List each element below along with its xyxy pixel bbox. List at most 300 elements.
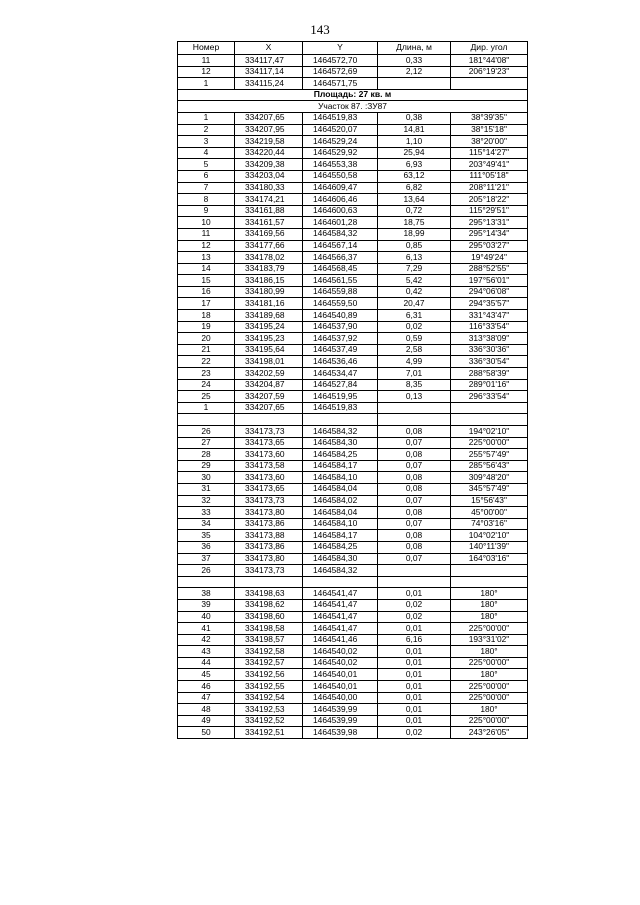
cell-number: 13 — [178, 252, 235, 264]
cell-direction-angle: 288°52'55" — [451, 263, 528, 275]
cell-number: 32 — [178, 495, 235, 507]
cell-y: 1464584,17 — [303, 460, 378, 472]
cell-length: 0,01 — [378, 681, 451, 693]
cell-length: 0,85 — [378, 240, 451, 252]
cell-number: 1 — [178, 402, 235, 414]
cell-x: 334173,80 — [235, 507, 303, 519]
table-row — [178, 368, 528, 380]
cell-direction-angle: 295°03'27" — [451, 240, 528, 252]
cell-number: 15 — [178, 275, 235, 287]
cell-direction-angle: 295°13'31" — [451, 217, 528, 229]
cell-number: 26 — [178, 565, 235, 577]
cell-x: 334173,88 — [235, 530, 303, 542]
cell-y: 1464537,92 — [303, 333, 378, 345]
cell-number: 46 — [178, 681, 235, 693]
table-row — [178, 727, 528, 739]
cell-x: 334192,51 — [235, 727, 303, 739]
cell-x: 334192,54 — [235, 692, 303, 704]
cell-y: 1464541,47 — [303, 599, 378, 611]
cell-number: 41 — [178, 623, 235, 635]
table-row — [178, 588, 528, 600]
cell-x: 334173,86 — [235, 518, 303, 530]
cell-x: 334173,60 — [235, 472, 303, 484]
cell-length: 6,16 — [378, 634, 451, 646]
cell-direction-angle: 225°00'00" — [451, 437, 528, 449]
cell-y: 1464567,14 — [303, 240, 378, 252]
cell-direction-angle — [451, 565, 528, 577]
cell-number: 37 — [178, 553, 235, 565]
cell-y: 1464529,92 — [303, 147, 378, 159]
header-x: X — [235, 42, 303, 55]
cell-x: 334207,65 — [235, 112, 303, 124]
cell-number: 21 — [178, 344, 235, 356]
cell-y: 1464572,70 — [303, 55, 378, 67]
empty-cell — [235, 414, 303, 426]
cell-y: 1464541,47 — [303, 611, 378, 623]
cell-number: 47 — [178, 692, 235, 704]
cell-length — [378, 78, 451, 90]
table-row — [178, 194, 528, 206]
empty-cell — [451, 576, 528, 588]
cell-x: 334202,59 — [235, 368, 303, 380]
cell-y: 1464519,83 — [303, 402, 378, 414]
table-row — [178, 692, 528, 704]
cell-length: 0,02 — [378, 727, 451, 739]
cell-x: 334198,58 — [235, 623, 303, 635]
cell-y: 1464540,01 — [303, 681, 378, 693]
cell-y: 1464584,32 — [303, 228, 378, 240]
table-row — [178, 611, 528, 623]
cell-x: 334173,80 — [235, 553, 303, 565]
cell-length: 0,02 — [378, 611, 451, 623]
cell-direction-angle: 111°05'18" — [451, 170, 528, 182]
cell-direction-angle: 255°57'49" — [451, 449, 528, 461]
cell-direction-angle: 243°26'05" — [451, 727, 528, 739]
cell-x: 334203,04 — [235, 170, 303, 182]
table-row — [178, 333, 528, 345]
cell-direction-angle — [451, 402, 528, 414]
cell-y: 1464540,01 — [303, 669, 378, 681]
cell-x: 334198,01 — [235, 356, 303, 368]
cell-y: 1464572,69 — [303, 66, 378, 78]
cell-number: 23 — [178, 368, 235, 380]
cell-y: 1464540,02 — [303, 646, 378, 658]
cell-direction-angle: 164°03'16" — [451, 553, 528, 565]
cell-length: 5,42 — [378, 275, 451, 287]
table-row — [178, 623, 528, 635]
cell-number: 7 — [178, 182, 235, 194]
cell-number: 12 — [178, 66, 235, 78]
cell-number: 42 — [178, 634, 235, 646]
table-row — [178, 472, 528, 484]
cell-length: 1,10 — [378, 136, 451, 148]
cell-direction-angle: 203°49'41" — [451, 159, 528, 171]
cell-y: 1464553,38 — [303, 159, 378, 171]
area-label: Площадь: 27 кв. м — [178, 89, 528, 101]
cell-y: 1464537,49 — [303, 344, 378, 356]
cell-number: 28 — [178, 449, 235, 461]
cell-direction-angle: 205°18'22" — [451, 194, 528, 206]
cell-direction-angle: 15°56'43" — [451, 495, 528, 507]
cell-length: 0,01 — [378, 692, 451, 704]
separator-row — [178, 414, 528, 426]
cell-x: 334161,57 — [235, 217, 303, 229]
cell-x: 334192,55 — [235, 681, 303, 693]
cell-direction-angle: 180° — [451, 588, 528, 600]
cell-length: 63,12 — [378, 170, 451, 182]
cell-number: 17 — [178, 298, 235, 310]
table-row — [178, 205, 528, 217]
cell-direction-angle: 180° — [451, 611, 528, 623]
table-row — [178, 379, 528, 391]
cell-number: 35 — [178, 530, 235, 542]
cell-y: 1464606,46 — [303, 194, 378, 206]
cell-direction-angle: 74°03'16" — [451, 518, 528, 530]
cell-number: 4 — [178, 147, 235, 159]
cell-x: 334198,62 — [235, 599, 303, 611]
cell-number: 22 — [178, 356, 235, 368]
table-row — [178, 634, 528, 646]
cell-length: 0,01 — [378, 657, 451, 669]
cell-number: 43 — [178, 646, 235, 658]
cell-length: 0,01 — [378, 588, 451, 600]
cell-number: 18 — [178, 310, 235, 322]
cell-y: 1464584,30 — [303, 437, 378, 449]
cell-direction-angle: 19°49'24" — [451, 252, 528, 264]
table-row — [178, 298, 528, 310]
cell-x: 334220,44 — [235, 147, 303, 159]
cell-length: 0,72 — [378, 205, 451, 217]
empty-cell — [235, 576, 303, 588]
table-body — [178, 55, 528, 739]
cell-y: 1464550,58 — [303, 170, 378, 182]
cell-y: 1464536,46 — [303, 356, 378, 368]
cell-length: 0,08 — [378, 541, 451, 553]
table-header-row — [178, 42, 528, 55]
cell-number: 6 — [178, 170, 235, 182]
cell-number: 1 — [178, 78, 235, 90]
cell-x: 334192,57 — [235, 657, 303, 669]
cell-length: 8,35 — [378, 379, 451, 391]
cell-length: 0,02 — [378, 321, 451, 333]
cell-number: 2 — [178, 124, 235, 136]
table-row — [178, 66, 528, 78]
cell-x: 334173,58 — [235, 460, 303, 472]
cell-y: 1464568,45 — [303, 263, 378, 275]
cell-number: 16 — [178, 286, 235, 298]
cell-number: 34 — [178, 518, 235, 530]
cell-length — [378, 565, 451, 577]
cell-length: 0,07 — [378, 495, 451, 507]
table-row — [178, 136, 528, 148]
cell-length: 18,75 — [378, 217, 451, 229]
cell-y: 1464571,75 — [303, 78, 378, 90]
cell-number: 27 — [178, 437, 235, 449]
table-row — [178, 356, 528, 368]
cell-y: 1464584,25 — [303, 449, 378, 461]
cell-direction-angle: 140°11'39" — [451, 541, 528, 553]
cell-y: 1464584,10 — [303, 518, 378, 530]
table-row — [178, 449, 528, 461]
cell-y: 1464584,02 — [303, 495, 378, 507]
cell-y: 1464559,50 — [303, 298, 378, 310]
cell-direction-angle: 194°02'10" — [451, 426, 528, 438]
cell-direction-angle: 225°00'00" — [451, 657, 528, 669]
cell-length: 0,59 — [378, 333, 451, 345]
cell-direction-angle: 193°31'02" — [451, 634, 528, 646]
cell-x: 334178,02 — [235, 252, 303, 264]
empty-cell — [451, 414, 528, 426]
cell-direction-angle: 225°00'00" — [451, 692, 528, 704]
cell-y: 1464539,98 — [303, 727, 378, 739]
cell-y: 1464539,99 — [303, 715, 378, 727]
cell-y: 1464520,07 — [303, 124, 378, 136]
table-row — [178, 541, 528, 553]
table-row — [178, 518, 528, 530]
table-row — [178, 483, 528, 495]
table-row — [178, 704, 528, 716]
cell-direction-angle: 38°15'18" — [451, 124, 528, 136]
cell-direction-angle: 331°43'47" — [451, 310, 528, 322]
cell-number: 48 — [178, 704, 235, 716]
cell-x: 334183,79 — [235, 263, 303, 275]
cell-number: 38 — [178, 588, 235, 600]
cell-direction-angle: 294°06'08" — [451, 286, 528, 298]
cell-length: 0,01 — [378, 646, 451, 658]
table-row — [178, 310, 528, 322]
table-row — [178, 681, 528, 693]
cell-y: 1464584,04 — [303, 507, 378, 519]
cell-number: 31 — [178, 483, 235, 495]
cell-number: 39 — [178, 599, 235, 611]
empty-cell — [178, 414, 235, 426]
table-row — [178, 715, 528, 727]
cell-direction-angle: 197°56'01" — [451, 275, 528, 287]
cell-y: 1464584,32 — [303, 565, 378, 577]
cell-y: 1464519,95 — [303, 391, 378, 403]
table-row — [178, 252, 528, 264]
cell-length: 0,08 — [378, 507, 451, 519]
cell-number: 11 — [178, 228, 235, 240]
cell-direction-angle: 295°14'34" — [451, 228, 528, 240]
cell-direction-angle: 336°30'54" — [451, 356, 528, 368]
cell-y: 1464584,17 — [303, 530, 378, 542]
cell-length: 0,08 — [378, 449, 451, 461]
cell-x: 334192,53 — [235, 704, 303, 716]
cell-direction-angle: 206°19'23" — [451, 66, 528, 78]
cell-direction-angle: 181°44'08" — [451, 55, 528, 67]
table-row — [178, 402, 528, 414]
cell-x: 334161,88 — [235, 205, 303, 217]
cell-number: 5 — [178, 159, 235, 171]
cell-length: 0,01 — [378, 669, 451, 681]
cell-length: 0,13 — [378, 391, 451, 403]
cell-length: 0,33 — [378, 55, 451, 67]
cell-y: 1464584,04 — [303, 483, 378, 495]
table-row — [178, 646, 528, 658]
cell-x: 334173,65 — [235, 483, 303, 495]
cell-x: 334173,73 — [235, 495, 303, 507]
cell-length: 14,81 — [378, 124, 451, 136]
cell-length: 0,07 — [378, 460, 451, 472]
cell-y: 1464539,99 — [303, 704, 378, 716]
table-row — [178, 507, 528, 519]
table-row — [178, 669, 528, 681]
cell-x: 334181,16 — [235, 298, 303, 310]
cell-direction-angle: 38°20'00" — [451, 136, 528, 148]
cell-x: 334189,68 — [235, 310, 303, 322]
cell-x: 334192,56 — [235, 669, 303, 681]
cell-length: 2,12 — [378, 66, 451, 78]
cell-x: 334169,56 — [235, 228, 303, 240]
empty-cell — [378, 414, 451, 426]
table-row — [178, 170, 528, 182]
cell-direction-angle: 180° — [451, 669, 528, 681]
cell-y: 1464584,10 — [303, 472, 378, 484]
cell-direction-angle: 104°02'10" — [451, 530, 528, 542]
cell-length: 7,29 — [378, 263, 451, 275]
cell-x: 334177,66 — [235, 240, 303, 252]
cell-length: 13,64 — [378, 194, 451, 206]
table-row — [178, 599, 528, 611]
cell-number: 10 — [178, 217, 235, 229]
cell-direction-angle: 285°56'43" — [451, 460, 528, 472]
cell-length: 0,07 — [378, 518, 451, 530]
cell-length: 0,08 — [378, 426, 451, 438]
table-row — [178, 78, 528, 90]
cell-y: 1464609,47 — [303, 182, 378, 194]
section-row — [178, 101, 528, 113]
cell-y: 1464584,32 — [303, 426, 378, 438]
cell-direction-angle: 115°14'27" — [451, 147, 528, 159]
table-row — [178, 55, 528, 67]
cell-y: 1464519,83 — [303, 112, 378, 124]
cell-x: 334192,52 — [235, 715, 303, 727]
cell-x: 334115,24 — [235, 78, 303, 90]
cell-x: 334219,58 — [235, 136, 303, 148]
cell-direction-angle: 336°30'36" — [451, 344, 528, 356]
cell-x: 334207,95 — [235, 124, 303, 136]
cell-direction-angle: 313°38'09" — [451, 333, 528, 345]
cell-y: 1464601,28 — [303, 217, 378, 229]
cell-number: 30 — [178, 472, 235, 484]
table-row — [178, 437, 528, 449]
cell-y: 1464584,25 — [303, 541, 378, 553]
cell-length: 0,08 — [378, 530, 451, 542]
cell-direction-angle: 225°00'00" — [451, 715, 528, 727]
table-row — [178, 553, 528, 565]
table-row — [178, 275, 528, 287]
cell-number: 24 — [178, 379, 235, 391]
cell-x: 334198,60 — [235, 611, 303, 623]
cell-length: 6,31 — [378, 310, 451, 322]
table-row — [178, 565, 528, 577]
table-row — [178, 217, 528, 229]
cell-number: 8 — [178, 194, 235, 206]
table-row — [178, 124, 528, 136]
cell-length: 0,42 — [378, 286, 451, 298]
header-number: Номер — [178, 42, 235, 55]
cell-y: 1464559,88 — [303, 286, 378, 298]
cell-direction-angle: 225°00'00" — [451, 681, 528, 693]
cell-direction-angle — [451, 78, 528, 90]
cell-number: 29 — [178, 460, 235, 472]
cell-direction-angle: 45°00'00" — [451, 507, 528, 519]
cell-y: 1464537,90 — [303, 321, 378, 333]
cell-number: 40 — [178, 611, 235, 623]
cell-y: 1464529,24 — [303, 136, 378, 148]
table-row — [178, 240, 528, 252]
cell-number: 1 — [178, 112, 235, 124]
cell-direction-angle: 289°01'16" — [451, 379, 528, 391]
header-y: Y — [303, 42, 378, 55]
cell-x: 334198,63 — [235, 588, 303, 600]
separator-row — [178, 576, 528, 588]
page-number: 143 — [310, 22, 330, 37]
cell-length: 0,38 — [378, 112, 451, 124]
cell-number: 26 — [178, 426, 235, 438]
cell-length: 0,07 — [378, 437, 451, 449]
cell-x: 334198,57 — [235, 634, 303, 646]
cell-number: 20 — [178, 333, 235, 345]
cell-x: 334117,14 — [235, 66, 303, 78]
cell-y: 1464600,63 — [303, 205, 378, 217]
cell-y: 1464584,30 — [303, 553, 378, 565]
cell-length: 0,08 — [378, 472, 451, 484]
cell-length: 7,01 — [378, 368, 451, 380]
table-row — [178, 460, 528, 472]
cell-direction-angle: 38°39'35" — [451, 112, 528, 124]
cell-length: 2,58 — [378, 344, 451, 356]
cell-number: 45 — [178, 669, 235, 681]
table-row — [178, 391, 528, 403]
cell-length: 6,13 — [378, 252, 451, 264]
cell-number: 49 — [178, 715, 235, 727]
table-row — [178, 286, 528, 298]
table-row — [178, 657, 528, 669]
cell-number: 25 — [178, 391, 235, 403]
cell-direction-angle: 294°35'57" — [451, 298, 528, 310]
cell-length: 0,01 — [378, 704, 451, 716]
cell-y: 1464566,37 — [303, 252, 378, 264]
cell-direction-angle: 345°57'49" — [451, 483, 528, 495]
empty-cell — [178, 576, 235, 588]
cell-y: 1464540,02 — [303, 657, 378, 669]
cell-x: 334117,47 — [235, 55, 303, 67]
cell-x: 334173,73 — [235, 426, 303, 438]
cell-direction-angle: 116°33'54" — [451, 321, 528, 333]
cell-x: 334195,23 — [235, 333, 303, 345]
cell-length: 25,94 — [378, 147, 451, 159]
cell-direction-angle: 115°29'51" — [451, 205, 528, 217]
table-row — [178, 159, 528, 171]
cell-x: 334209,38 — [235, 159, 303, 171]
table-row — [178, 344, 528, 356]
cell-y: 1464561,55 — [303, 275, 378, 287]
section-label: Участок 87. :ЗУ87 — [178, 101, 528, 113]
cell-length: 0,07 — [378, 553, 451, 565]
cell-direction-angle: 180° — [451, 646, 528, 658]
cell-direction-angle: 208°11'21" — [451, 182, 528, 194]
area-row — [178, 89, 528, 101]
cell-number: 44 — [178, 657, 235, 669]
cell-number: 12 — [178, 240, 235, 252]
cell-y: 1464527,84 — [303, 379, 378, 391]
cell-x: 334195,24 — [235, 321, 303, 333]
cell-number: 50 — [178, 727, 235, 739]
cell-x: 334173,60 — [235, 449, 303, 461]
cell-y: 1464541,47 — [303, 623, 378, 635]
